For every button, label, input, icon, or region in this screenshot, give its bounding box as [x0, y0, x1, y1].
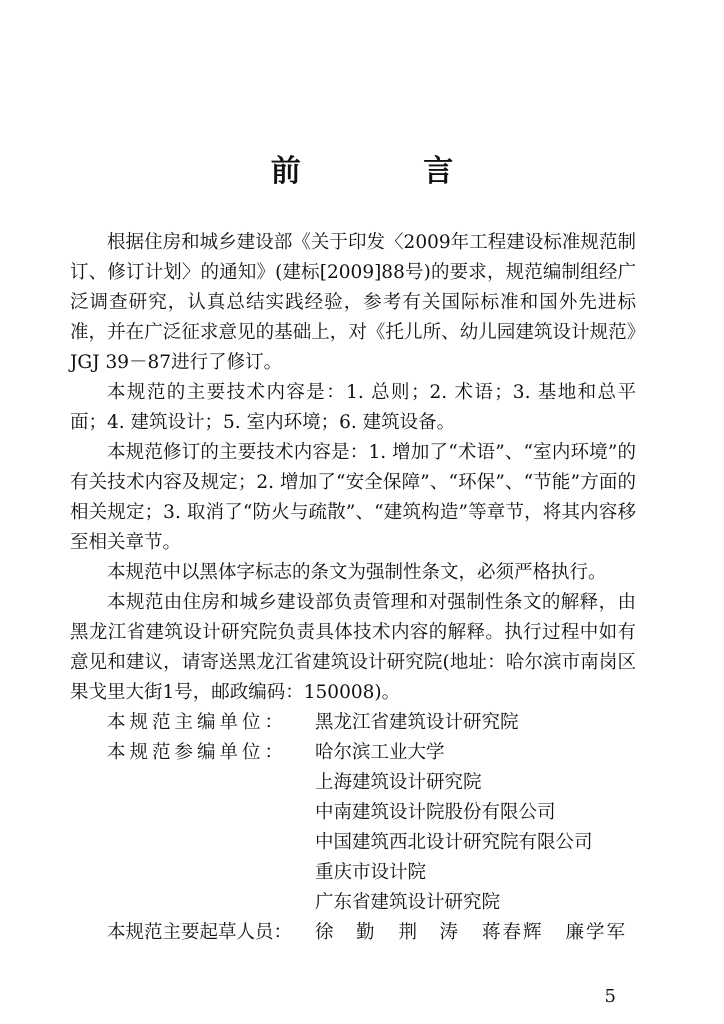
- paragraph-mandatory-provisions: 本规范中以黑体字标志的条文为强制性条文，必须严格执行。: [107, 562, 607, 583]
- paragraph-main-content: 本规范的主要技术内容是：1. 总则；2. 术语；3. 基地和总平面；4. 建筑设计；5. 室内环境；6. 建筑设备。: [70, 382, 636, 433]
- participating-unit-value: 上海建筑设计研究院: [315, 772, 482, 793]
- participating-unit-value: 中南建筑设计院股份有限公司: [315, 802, 556, 823]
- paragraph-management: 本规范由住房和城乡建设部负责管理和对强制性条文的解释，由黑龙江省建筑设计研究院负责具体技术内容的解释。执行过程中如有意见和建议，请寄送黑龙江省建筑设计研究院(地址：哈尔滨市南岗区果戈里大街1号，邮政编码：150008)。: [70, 592, 636, 703]
- drafters-label: 本规范主要起草人员：: [107, 922, 293, 943]
- participating-unit-label: 本规范参编单位：: [107, 742, 288, 763]
- chief-unit-value: 黑龙江省建筑设计研究院: [315, 712, 519, 733]
- drafter-name: 徐 勤: [315, 922, 377, 943]
- page-title: 前 言: [270, 154, 510, 189]
- preface-body: [70, 228, 636, 948]
- drafter-name: 蒋春辉: [482, 922, 544, 943]
- drafters-row: [70, 918, 636, 948]
- participating-unit-value: 重庆市设计院: [315, 862, 427, 883]
- participating-unit-value: 哈尔滨工业大学: [315, 742, 445, 763]
- participating-unit-value: 中国建筑西北设计研究院有限公司: [315, 832, 593, 853]
- paragraph-revision-content: 本规范修订的主要技术内容是：1. 增加了“术语”、“室内环境”的有关技术内容及规定；2. 增加了“安全保障”、“环保”、“节能”方面的相关规定；3. 取消了“防火与疏散”、“建筑构造”等章节，将其内容移至相关章节。: [70, 442, 636, 553]
- paragraph-revision-basis: 根据住房和城乡建设部《关于印发〈2009年工程建设标准规范制订、修订计划〉的通知》(建标[2009]88号)的要求，规范编制组经广泛调查研究，认真总结实践经验，参考有关国际标准和国外先进标准，并在广泛征求意见的基础上，对《托儿所、幼儿园建筑设计规范》JGJ 39－87进行了修订。: [70, 232, 636, 373]
- drafter-name: 廉学军: [565, 922, 628, 943]
- page-number: 5: [604, 986, 616, 1007]
- drafter-name: 荆 涛: [398, 922, 461, 943]
- chief-unit-label: 本规范主编单位：: [107, 712, 288, 733]
- participating-unit-row: [70, 738, 636, 768]
- chief-unit-row: [70, 708, 636, 738]
- participating-unit-value: 广东省建筑设计研究院: [315, 892, 501, 913]
